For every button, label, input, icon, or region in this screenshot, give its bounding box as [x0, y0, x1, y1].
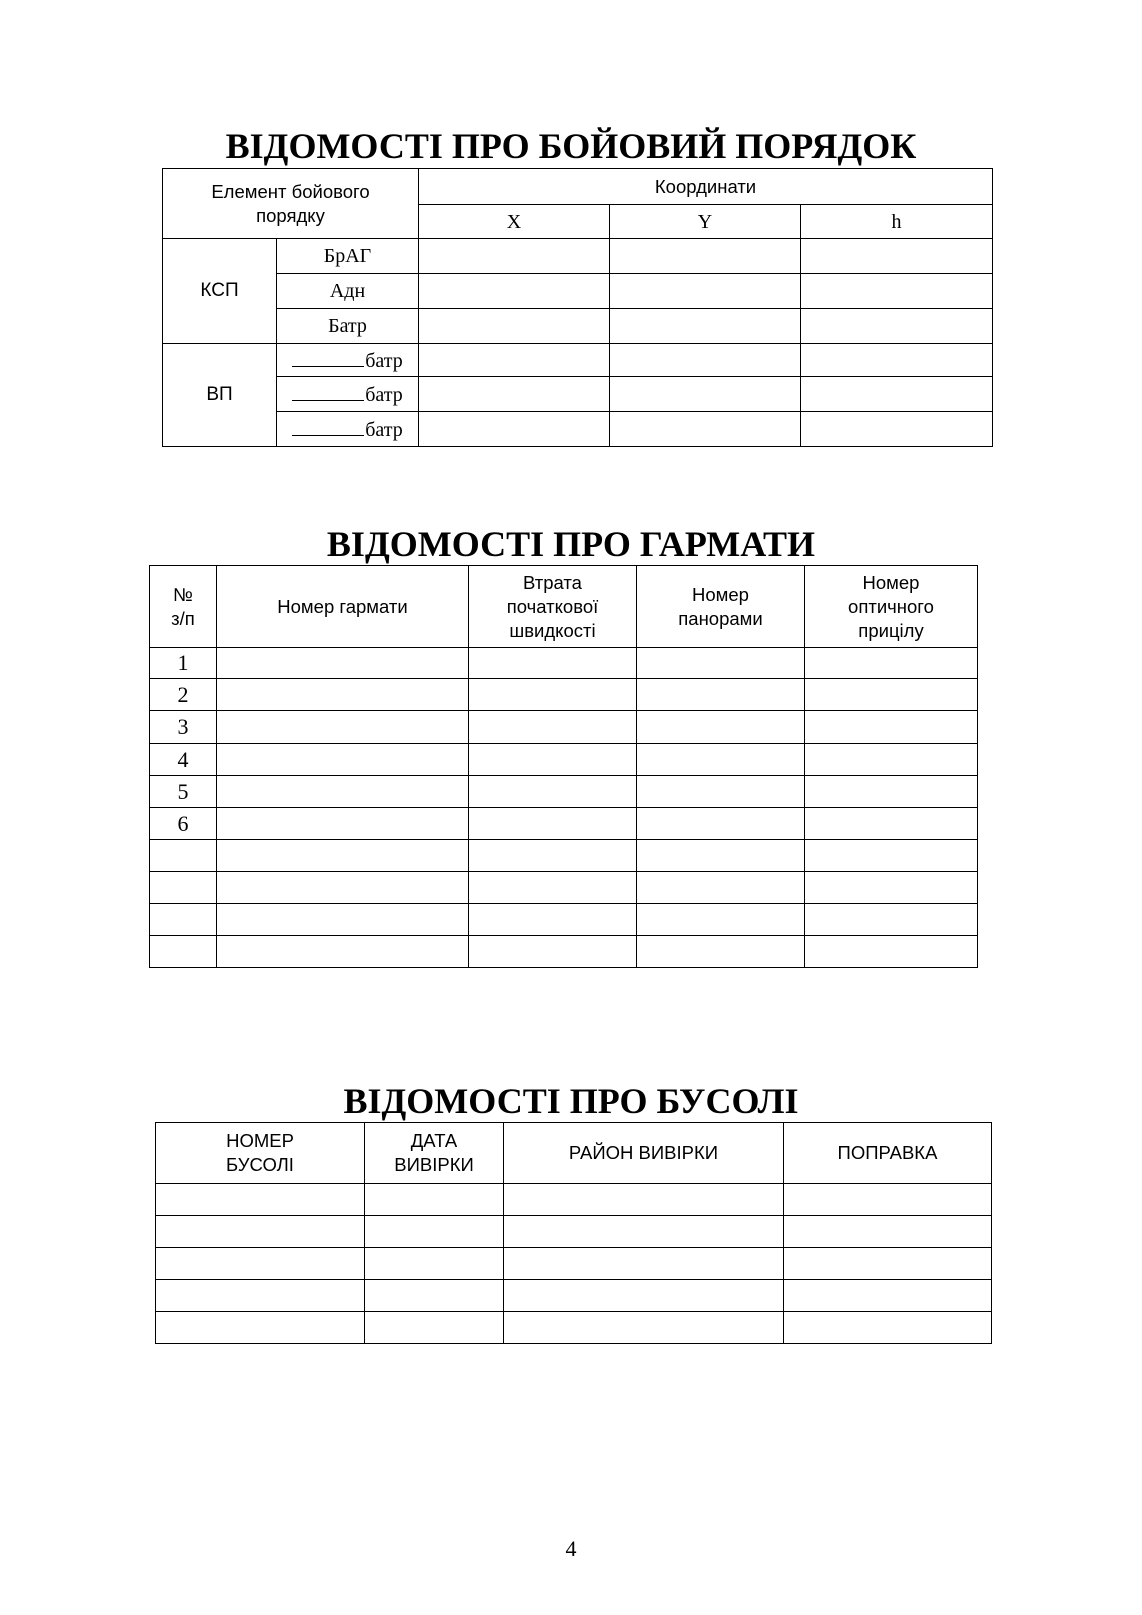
- vp-item[interactable]: батр: [277, 412, 419, 447]
- cell[interactable]: [365, 1216, 504, 1248]
- table-row: [156, 1312, 992, 1344]
- cell[interactable]: [784, 1280, 992, 1312]
- header-correction: ПОПРАВКА: [784, 1123, 992, 1184]
- cell[interactable]: [504, 1184, 784, 1216]
- header-velocity-loss: Втрата початкової швидкості: [469, 566, 637, 648]
- cell[interactable]: [469, 872, 637, 904]
- cell[interactable]: [801, 344, 993, 377]
- table-row: [150, 936, 978, 968]
- cell[interactable]: [469, 648, 637, 679]
- cell[interactable]: [419, 274, 610, 309]
- header-index: № з/п: [150, 566, 217, 648]
- table-row: [150, 711, 978, 744]
- cell[interactable]: [469, 711, 637, 744]
- cell[interactable]: [156, 1216, 365, 1248]
- cell[interactable]: [469, 679, 637, 711]
- cell[interactable]: [217, 936, 469, 968]
- cell[interactable]: [217, 648, 469, 679]
- header-coord-y: Y: [610, 205, 801, 239]
- cell[interactable]: [610, 377, 801, 412]
- cell[interactable]: [419, 344, 610, 377]
- header-gun-number: Номер гармати: [217, 566, 469, 648]
- table-row: [150, 776, 978, 808]
- header-coordinates: Координати: [419, 169, 993, 205]
- cell[interactable]: [469, 744, 637, 776]
- cell[interactable]: [469, 904, 637, 936]
- blank-line: [292, 417, 364, 436]
- table-row: [150, 840, 978, 872]
- ksp-item-batr: Батр: [277, 309, 419, 344]
- cell[interactable]: [156, 1248, 365, 1280]
- cell[interactable]: [637, 872, 805, 904]
- cell[interactable]: [217, 679, 469, 711]
- cell[interactable]: [365, 1184, 504, 1216]
- table-row: [156, 1216, 992, 1248]
- cell[interactable]: [504, 1312, 784, 1344]
- cell[interactable]: [805, 744, 978, 776]
- table-row: [150, 648, 978, 679]
- cell[interactable]: [805, 711, 978, 744]
- blank-line: [292, 382, 364, 401]
- cell[interactable]: [504, 1248, 784, 1280]
- cell[interactable]: [805, 808, 978, 840]
- cell[interactable]: [217, 744, 469, 776]
- cell[interactable]: [805, 936, 978, 968]
- battle-order-title: ВІДОМОСТІ ПРО БОЙОВИЙ ПОРЯДОК: [225, 126, 917, 166]
- cell[interactable]: [469, 776, 637, 808]
- battle-order-table: [162, 168, 993, 447]
- row-number: 5: [150, 776, 217, 808]
- row-number: 4: [150, 744, 217, 776]
- page-number: 4: [565, 1536, 577, 1561]
- row-number: [150, 936, 217, 968]
- cell[interactable]: [801, 377, 993, 412]
- header-optical-sight-number: Номер оптичного прицілу: [805, 566, 978, 648]
- cell[interactable]: [637, 776, 805, 808]
- header-check-date: ДАТА ВИВІРКИ: [365, 1123, 504, 1184]
- cell[interactable]: [217, 840, 469, 872]
- cell[interactable]: [610, 344, 801, 377]
- cell[interactable]: [217, 872, 469, 904]
- table-row: [156, 1184, 992, 1216]
- cell[interactable]: [805, 776, 978, 808]
- cell[interactable]: [365, 1280, 504, 1312]
- cell[interactable]: [805, 872, 978, 904]
- table-row: [150, 872, 978, 904]
- cell[interactable]: [784, 1184, 992, 1216]
- cell[interactable]: [469, 936, 637, 968]
- row-number: [150, 872, 217, 904]
- cell[interactable]: [217, 904, 469, 936]
- cell[interactable]: [784, 1216, 992, 1248]
- cell[interactable]: [217, 808, 469, 840]
- row-number: 2: [150, 679, 217, 711]
- cell[interactable]: [805, 840, 978, 872]
- compasses-title: ВІДОМОСТІ ПРО БУСОЛІ: [343, 1081, 799, 1121]
- compasses-table: [155, 1122, 992, 1344]
- guns-table: [149, 565, 978, 968]
- header-element: Елемент бойового порядку: [163, 169, 419, 239]
- cell[interactable]: [419, 377, 610, 412]
- table-row: [150, 744, 978, 776]
- cell[interactable]: [469, 808, 637, 840]
- cell[interactable]: [217, 711, 469, 744]
- cell[interactable]: [610, 412, 801, 447]
- cell[interactable]: [419, 412, 610, 447]
- table-row: [156, 1248, 992, 1280]
- cell[interactable]: [610, 309, 801, 344]
- cell[interactable]: [504, 1280, 784, 1312]
- row-number: 3: [150, 711, 217, 744]
- cell[interactable]: [801, 309, 993, 344]
- cell[interactable]: [365, 1312, 504, 1344]
- cell[interactable]: [637, 936, 805, 968]
- cell[interactable]: [419, 239, 610, 274]
- cell[interactable]: [419, 309, 610, 344]
- row-number: 1: [150, 648, 217, 679]
- ksp-item-brag: БрАГ: [277, 239, 419, 274]
- vp-item[interactable]: батр: [277, 344, 419, 377]
- cell[interactable]: [637, 840, 805, 872]
- cell[interactable]: [637, 744, 805, 776]
- blank-line: [292, 348, 364, 367]
- cell[interactable]: [156, 1184, 365, 1216]
- cell[interactable]: [637, 648, 805, 679]
- group-vp: ВП: [163, 344, 277, 447]
- row-number: 6: [150, 808, 217, 840]
- cell[interactable]: [801, 274, 993, 309]
- ksp-item-adn: Адн: [277, 274, 419, 309]
- vp-item[interactable]: батр: [277, 377, 419, 412]
- cell[interactable]: [217, 776, 469, 808]
- table-row: [150, 679, 978, 711]
- cell[interactable]: [504, 1216, 784, 1248]
- cell[interactable]: [610, 274, 801, 309]
- cell[interactable]: [365, 1248, 504, 1280]
- cell[interactable]: [784, 1248, 992, 1280]
- table-row: [150, 808, 978, 840]
- cell[interactable]: [637, 679, 805, 711]
- header-check-area: РАЙОН ВИВІРКИ: [504, 1123, 784, 1184]
- group-ksp: КСП: [163, 239, 277, 344]
- cell[interactable]: [805, 904, 978, 936]
- cell[interactable]: [805, 679, 978, 711]
- cell[interactable]: [156, 1280, 365, 1312]
- cell[interactable]: [637, 904, 805, 936]
- cell[interactable]: [610, 239, 801, 274]
- table-row: [156, 1280, 992, 1312]
- cell[interactable]: [805, 648, 978, 679]
- guns-title: ВІДОМОСТІ ПРО ГАРМАТИ: [326, 524, 816, 564]
- cell[interactable]: [801, 412, 993, 447]
- row-number: [150, 840, 217, 872]
- cell[interactable]: [637, 808, 805, 840]
- table-row: [150, 904, 978, 936]
- cell[interactable]: [637, 711, 805, 744]
- cell[interactable]: [784, 1312, 992, 1344]
- header-compass-number: НОМЕР БУСОЛІ: [156, 1123, 365, 1184]
- header-panorama-number: Номер панорами: [637, 566, 805, 648]
- row-number: [150, 904, 217, 936]
- cell[interactable]: [469, 840, 637, 872]
- header-coord-x: X: [419, 205, 610, 239]
- header-coord-h: h: [801, 205, 993, 239]
- cell[interactable]: [801, 239, 993, 274]
- cell[interactable]: [156, 1312, 365, 1344]
